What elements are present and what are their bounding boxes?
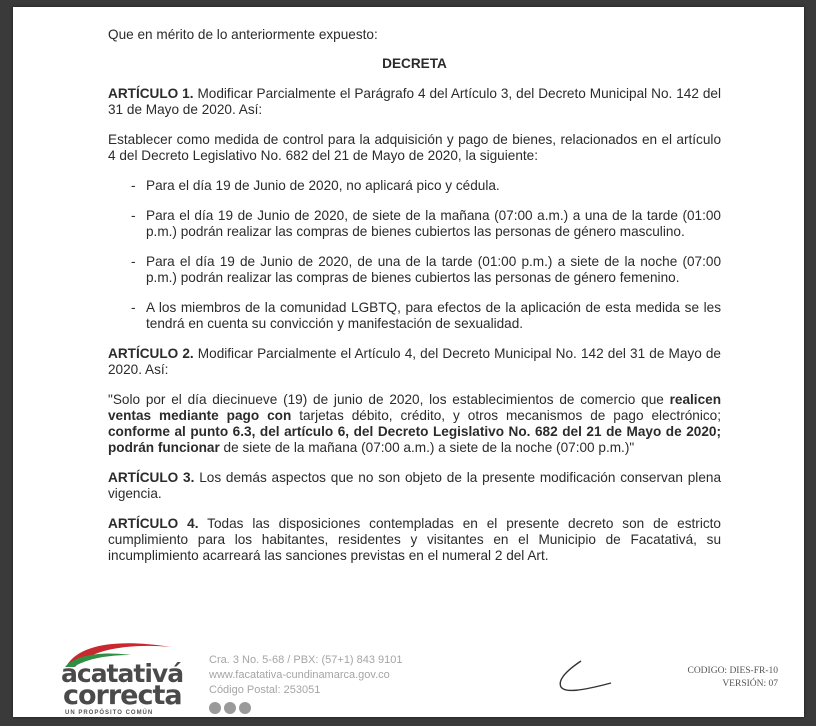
article-1: [108, 86, 721, 118]
document-codes: [628, 665, 778, 691]
article-2: [108, 346, 721, 378]
measure-intro: Establecer como medida de control para la adquisición y pago de bienes, relacionados en el artículo 4 del Decreto Legislativo No. 682 del 21 de Mayo de 2020, la siguiente:: [108, 132, 721, 163]
article-2-label: ARTÍCULO 2.: [108, 346, 194, 361]
article-1-label: ARTÍCULO 1.: [108, 86, 194, 101]
dash-bullet: -: [131, 208, 136, 223]
logo-tagline: UN PROPÓSITO COMÚN: [65, 710, 154, 716]
article-4-label: ARTÍCULO 4.: [108, 516, 199, 531]
instagram-icon[interactable]: [239, 702, 251, 714]
list-item: [131, 300, 721, 332]
list-item: [131, 254, 721, 286]
dash-bullet: -: [131, 300, 136, 315]
article-4-text: Todas las disposiciones contempladas en el presente decreto son de estricto cumplimiento para los habitantes, residentes y visitantes en el Municipio de Facatativá, su incumplimiento acarreará las sanciones previstas en el numeral 2 del Art.: [108, 516, 721, 563]
article-1-text: Modificar Parcialmente el Parágrafo 4 del Artículo 3, del Decreto Municipal No. 142 del 31 de Mayo de 2020. Así:: [108, 86, 722, 117]
quote-bold-1: realicen ventas mediante pago con: [108, 392, 721, 423]
page-footer: [13, 632, 804, 717]
list-item-text: Para el día 19 de Junio de 2020, de siete de la mañana (07:00 a.m.) a una de la tarde (01:00 p.m.) podrán realizar las compras de bienes cubiertos las personas de género masculino.: [146, 208, 721, 239]
quote-part-3: de siete de la mañana (07:00 a.m.) a siete de la noche (07:00 p.m.)": [219, 440, 635, 455]
document-body: [108, 27, 721, 578]
quote-bold-2: conforme al punto 6.3, del artículo 6, del Decreto Legislativo No. 682 del 21 de Mayo de 2020; podrán funcionar: [108, 424, 721, 455]
list-item: [131, 178, 721, 194]
measure-list: [108, 178, 721, 332]
decree-title: DECRETA: [382, 56, 447, 71]
municipality-logo: [61, 637, 211, 717]
signature-icon: [551, 657, 621, 697]
postal-code-line: Código Postal: 253051: [209, 684, 321, 696]
list-item: [131, 208, 721, 240]
logo-word-2: correcta: [63, 680, 182, 711]
intro-text: Que en mérito de lo anteriormente expuesto:: [108, 27, 378, 42]
quote-part-1: "Solo por el día diecinueve (19) de junio de 2020, los establecimientos de comercio que: [108, 392, 670, 407]
document-code: CODIGO: DIES-FR-10: [687, 666, 778, 676]
list-item-text: Para el día 19 de Junio de 2020, de una de la tarde (01:00 p.m.) a siete de la noche (07:00 p.m.) podrán realizar las compras de bienes cubiertos las personas de género femenino.: [146, 254, 721, 285]
list-item-text: A los miembros de la comunidad LGBTQ, para efectos de la aplicación de esta medida se les tendrá en cuenta su convicción y manifestación de sexualidad.: [146, 300, 721, 331]
document-version: VERSIÓN: 07: [722, 679, 778, 689]
quoted-text: [108, 392, 721, 456]
dash-bullet: -: [131, 178, 136, 193]
dash-bullet: -: [131, 254, 136, 269]
quote-part-2: tarjetas débito, crédito, y otros mecanismos de pago electrónico;: [291, 408, 721, 423]
contact-info: [209, 653, 403, 698]
list-item-text: Para el día 19 de Junio de 2020, no aplicará pico y cédula.: [146, 178, 500, 193]
article-2-text: Modificar Parcialmente el Artículo 4, del Decreto Municipal No. 142 del 31 de Mayo de 2020. Así:: [108, 346, 721, 377]
website-line: www.facatativa-cundinamarca.gov.co: [209, 669, 390, 681]
twitter-icon[interactable]: [224, 702, 236, 714]
article-3-label: ARTÍCULO 3.: [108, 470, 195, 485]
address-line: Cra. 3 No. 5-68 / PBX: (57+1) 843 9101: [209, 654, 403, 666]
article-4: [108, 516, 721, 564]
logo-word-1: acatativá: [61, 659, 184, 688]
facebook-icon[interactable]: [209, 702, 221, 714]
article-3-text: Los demás aspectos que no son objeto de la presente modificación conservan plena vigencia.: [108, 470, 722, 501]
article-3: [108, 470, 721, 502]
document-page: [13, 7, 804, 717]
social-icons: [209, 701, 254, 717]
